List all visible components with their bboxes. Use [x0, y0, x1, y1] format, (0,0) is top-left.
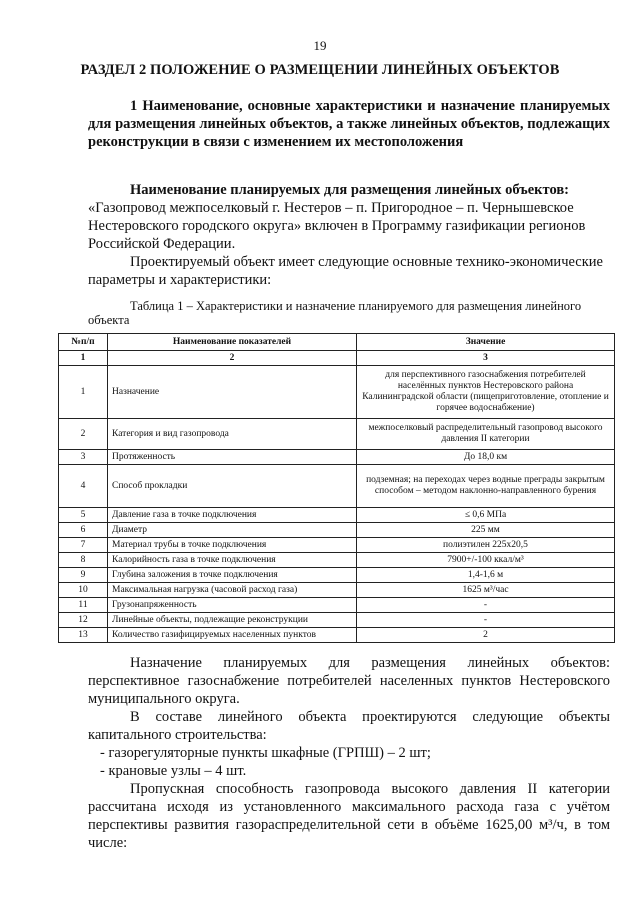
name-heading: Наименование планируемых для размещения линейных объектов: — [130, 182, 570, 198]
row-value: ≤ 0,6 МПа — [357, 508, 615, 523]
header-value: Значение — [357, 334, 615, 351]
header-name: Наименование показателей — [108, 334, 357, 351]
table-row — [59, 450, 615, 465]
table-row — [59, 465, 615, 508]
row-name: Способ прокладки — [108, 465, 357, 508]
col-number-1: 1 — [59, 351, 108, 366]
characteristics-table — [58, 333, 615, 643]
row-name: Материал трубы в точке подключения — [108, 538, 357, 553]
row-value: - — [357, 613, 615, 628]
page-number: 19 — [313, 38, 327, 53]
row-value: 225 мм — [357, 523, 615, 538]
row-number: 12 — [59, 613, 108, 628]
row-name: Линейные объекты, подлежащие реконструкции — [108, 613, 357, 628]
row-number: 6 — [59, 523, 108, 538]
row-number: 1 — [59, 366, 108, 419]
col-number-3: 3 — [357, 351, 615, 366]
row-number: 9 — [59, 568, 108, 583]
row-number: 11 — [59, 598, 108, 613]
table-row — [59, 568, 615, 583]
composition-text: В составе линейного объекта проектируются следующие объекты капитального строительства: — [88, 709, 610, 743]
bullet-grpsh: - газорегуляторные пункты шкафные (ГРПШ) – 2 шт; — [100, 745, 431, 761]
row-number: 7 — [59, 538, 108, 553]
row-name: Калорийность газа в точке подключения — [108, 553, 357, 568]
row-number: 13 — [59, 628, 108, 643]
row-value: подземная; на переходах через водные преграды закрытым способом – методом наклонно-направленного бурения — [357, 465, 615, 508]
row-value: 7900+/-100 ккал/м³ — [357, 553, 615, 568]
name-block — [88, 181, 610, 199]
capacity-text: Пропускная способность газопровода высокого давления II категории рассчитана исходя из установленного максимального расхода газа с учётом перспективы развития газораспределительной сети в объёме 1625,00 м³/ч, в том числе: — [88, 781, 610, 851]
table-caption: Таблица 1 – Характеристики и назначение планируемого для размещения линейного объекта — [88, 299, 582, 327]
heading-1: 1 Наименование, основные характеристики и назначение планируемых для размещения линейных объектов, а также линейных объектов, подлежащих реконструкции в связи с изменением их местоположения — [88, 98, 610, 150]
header-number: №п/п — [59, 334, 108, 351]
table-row — [59, 508, 615, 523]
row-value: полиэтилен 225х20,5 — [357, 538, 615, 553]
row-value: - — [357, 598, 615, 613]
row-name: Максимальная нагрузка (часовой расход газа) — [108, 583, 357, 598]
row-value: межпоселковый распределительный газопровод высокого давления II категории — [357, 419, 615, 450]
row-number: 10 — [59, 583, 108, 598]
row-number: 3 — [59, 450, 108, 465]
row-name: Протяженность — [108, 450, 357, 465]
row-number: 5 — [59, 508, 108, 523]
row-name: Количество газифицируемых населенных пунктов — [108, 628, 357, 643]
table-row — [59, 523, 615, 538]
table-row — [59, 553, 615, 568]
table-row — [59, 583, 615, 598]
row-number: 2 — [59, 419, 108, 450]
row-name: Диаметр — [108, 523, 357, 538]
intro-text: Проектируемый объект имеет следующие основные технико-экономические параметры и характеристики: — [88, 254, 603, 288]
section-title: РАЗДЕЛ 2 ПОЛОЖЕНИЕ О РАЗМЕЩЕНИИ ЛИНЕЙНЫХ ОБЪЕКТОВ — [80, 62, 560, 78]
row-name: Глубина заложения в точке подключения — [108, 568, 357, 583]
name-text: «Газопровод межпоселковый г. Нестеров – п. Пригородное – п. Чернышевское Нестеровского городского округа» включен в Программу газификации регионов Российской Федерации. — [88, 200, 586, 252]
row-name: Назначение — [108, 366, 357, 419]
row-value: До 18,0 км — [357, 450, 615, 465]
row-name: Грузонапряженность — [108, 598, 357, 613]
row-name: Давление газа в точке подключения — [108, 508, 357, 523]
table-row — [59, 598, 615, 613]
row-name: Категория и вид газопровода — [108, 419, 357, 450]
column-numbers-row — [59, 351, 615, 366]
row-number: 4 — [59, 465, 108, 508]
col-number-2: 2 — [108, 351, 357, 366]
table-row — [59, 419, 615, 450]
purpose-text: Назначение планируемых для размещения линейных объектов: перспективное газоснабжение потребителей населенных пунктов Нестеровского муниципального округа. — [88, 655, 610, 707]
row-value: 1,4-1,6 м — [357, 568, 615, 583]
table-row — [59, 366, 615, 419]
row-value: для перспективного газоснабжения потребителей населённых пунктов Нестеровского района Калининградской области (пищеприготовление, отопление и горячее водоснабжение) — [357, 366, 615, 419]
table-row — [59, 628, 615, 643]
table-row — [59, 538, 615, 553]
row-number: 8 — [59, 553, 108, 568]
table-row — [59, 613, 615, 628]
row-value: 2 — [357, 628, 615, 643]
bullet-valves: - крановые узлы – 4 шт. — [100, 763, 247, 779]
row-value: 1625 м³/час — [357, 583, 615, 598]
